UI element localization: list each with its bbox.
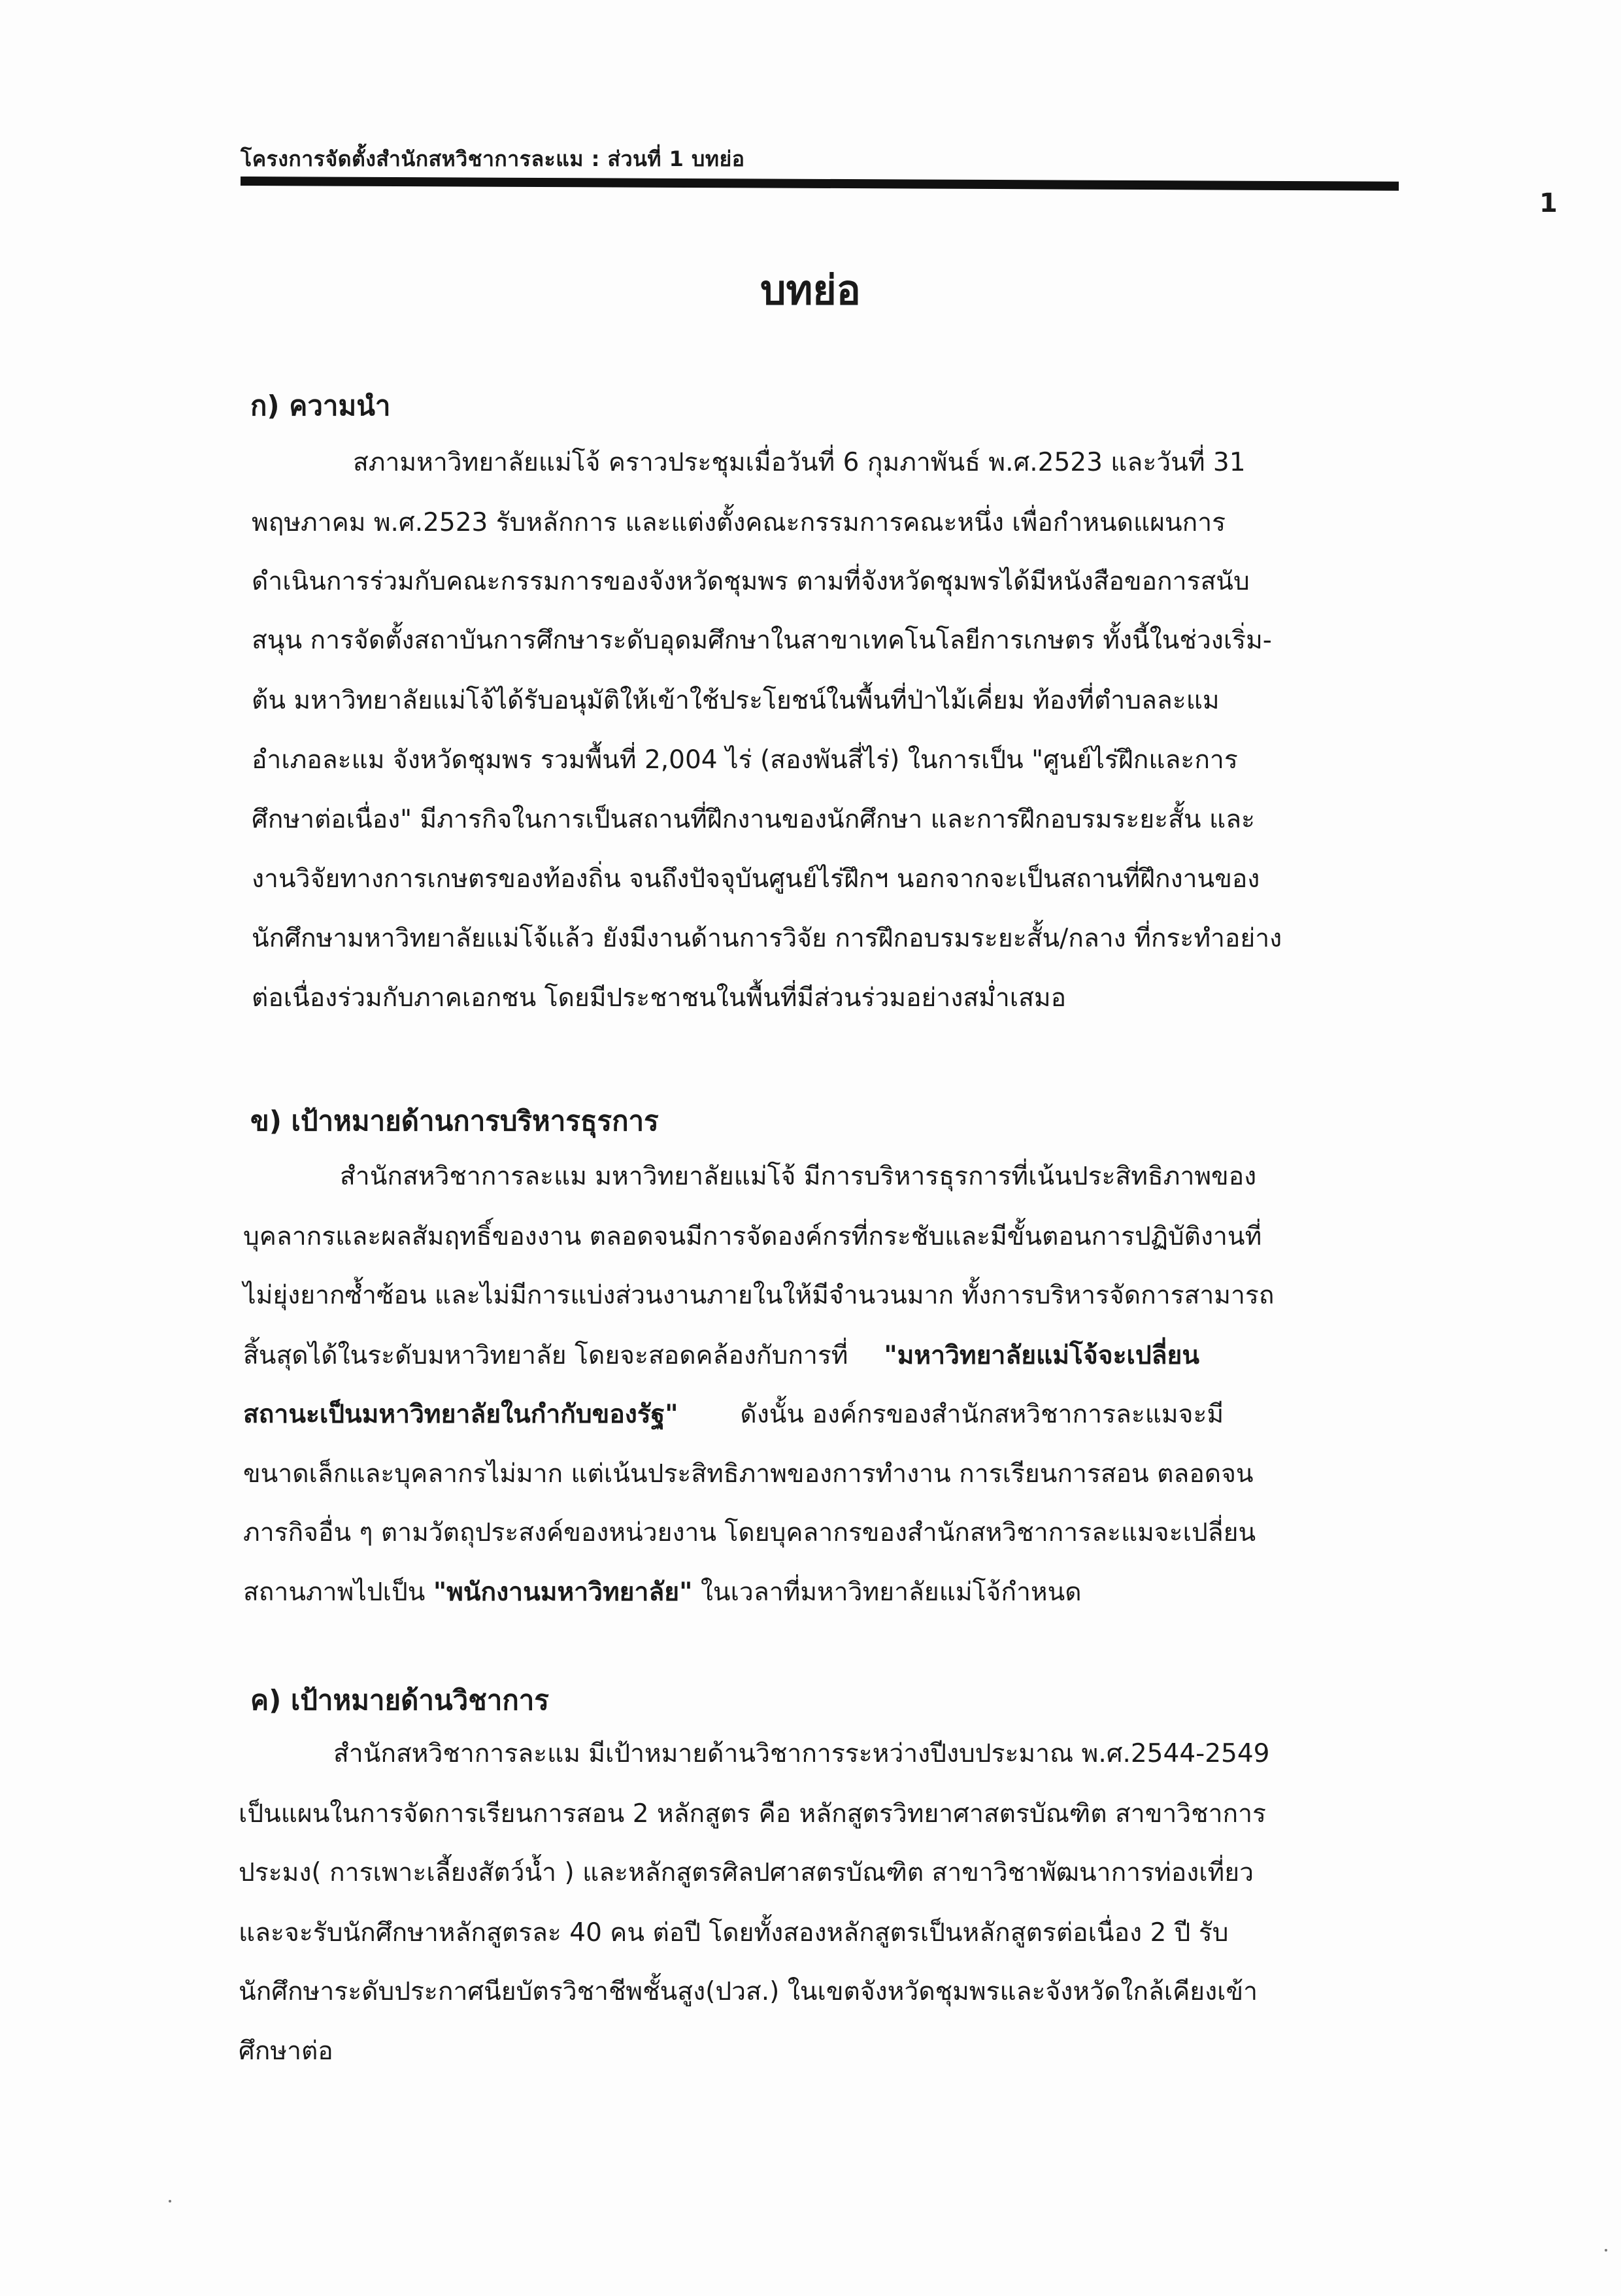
paragraph-line: เป็นแผนในการจัดการเรียนการสอน 2 หลักสูตร คือ หลักสูตรวิทยาศาสตรบัณฑิต สาขาวิชาการ [239,1799,1266,1829]
paragraph-line: ศึกษาต่อ [239,2036,333,2066]
plain-text: สิ้นสุดได้ในระดับมหาวิทยาลัย โดยจะสอดคล้องกับการที่ [243,1341,848,1370]
paragraph-line-with-emphasis [243,1343,1199,1368]
emphasis-text: "มหาวิทยาลัยแม่โจ้จะเปลี่ยน [884,1341,1200,1370]
header-rule [241,177,1399,191]
paragraph-line: พฤษภาคม พ.ศ.2523 รับหลักการ และแต่งตั้งคณะกรรมการคณะหนึ่ง เพื่อกำหนดแผนการ [252,508,1226,537]
paragraph-line: สนุน การจัดตั้งสถาบันการศึกษาระดับอุดมศึกษาในสาขาเทคโนโลยีการเกษตร ทั้งนี้ในช่วงเริ่ม- [252,626,1272,655]
emphasis-text: "พนักงานมหาวิทยาลัย" [433,1578,693,1607]
section-heading-introduction: ก) ความนำ [250,390,391,422]
running-header: โครงการจัดตั้งสำนักสหวิชาการละแม : ส่วนที่ 1 บทย่อ [241,146,745,171]
section-heading-administration: ข) เป้าหมายด้านการบริหารธุรการ [250,1105,659,1137]
paragraph-line: งานวิจัยทางการเกษตรของท้องถิ่น จนถึงปัจจุบันศูนย์ไร่ฝึกฯ นอกจากจะเป็นสถานที่ฝึกงานของ [252,864,1260,894]
paragraph-line-with-emphasis [243,1579,1082,1605]
scan-speck [1605,2249,1607,2252]
emphasis-text: สถานะเป็นมหาวิทยาลัยในกำกับของรัฐ" [243,1400,678,1429]
paragraph-line: ต่อเนื่องร่วมกับภาคเอกชน โดยมีประชาชนในพื้นที่มีส่วนร่วมอย่างสม่ำเสมอ [252,983,1067,1013]
paragraph-line: นักศึกษาระดับประกาศนียบัตรวิชาชีพชั้นสูง(ปวส.) ในเขตจังหวัดชุมพรและจังหวัดใกล้เคียงเข้า [239,1977,1258,2006]
plain-text: ในเวลาที่มหาวิทยาลัยแม่โจ้กำหนด [700,1578,1082,1607]
paragraph-line: ศึกษาต่อเนื่อง" มีภารกิจในการเป็นสถานที่ฝึกงานของนักศึกษา และการฝึกอบรมระยะสั้น และ [252,805,1255,834]
paragraph-line-with-emphasis [243,1402,1224,1427]
paragraph-line: บุคลากรและผลสัมฤทธิ์ของงาน ตลอดจนมีการจัดองค์กรที่กระชับและมีขั้นตอนการปฏิบัติงานที่ [243,1222,1262,1251]
paragraph-line: ขนาดเล็กและบุคลากรไม่มาก แต่เน้นประสิทธิภาพของการทำงาน การเรียนการสอน ตลอดจน [243,1459,1254,1489]
paragraph-line: นักศึกษามหาวิทยาลัยแม่โจ้แล้ว ยังมีงานด้านการวิจัย การฝึกอบรมระยะสั้น/กลาง ที่กระทำอย่าง [252,924,1282,953]
paragraph-line: อำเภอละแม จังหวัดชุมพร รวมพื้นที่ 2,004 ไร่ (สองพันสี่ไร่) ในการเป็น "ศูนย์ไร่ฝึกและการ [252,745,1238,775]
paragraph-line: ภารกิจอื่น ๆ ตามวัตถุประสงค์ของหน่วยงาน โดยบุคลากรของสำนักสหวิชาการละแมจะเปลี่ยน [243,1518,1256,1547]
paragraph-line: ประมง( การเพาะเลี้ยงสัตว์น้ำ ) และหลักสูตรศิลปศาสตรบัณฑิต สาขาวิชาพัฒนาการท่องเที่ยว [239,1858,1254,1887]
paragraph-line: ต้น มหาวิทยาลัยแม่โจ้ได้รับอนุมัติให้เข้าใช้ประโยชน์ในพื้นที่ป่าไม้เคี่ยม ท้องที่ตำบลละแม [252,686,1220,715]
scan-speck [169,2200,171,2203]
paragraph-line: สำนักสหวิชาการละแม มหาวิทยาลัยแม่โจ้ มีการบริหารธุรการที่เน้นประสิทธิภาพของ [340,1162,1257,1191]
paragraph-line: และจะรับนักศึกษาหลักสูตรละ 40 คน ต่อปี โดยทั้งสองหลักสูตรเป็นหลักสูตรต่อเนื่อง 2 ปี รับ [239,1918,1229,1948]
section-heading-academic: ค) เป้าหมายด้านวิชาการ [250,1684,549,1716]
paragraph-line: ไม่ยุ่งยากซ้ำซ้อน และไม่มีการแบ่งส่วนงานภายในให้มีจำนวนมาก ทั้งการบริหารจัดการสามารถ [243,1281,1275,1310]
document-title: บทย่อ [760,266,861,314]
plain-text: ดังนั้น องค์กรของสำนักสหวิชาการละแมจะมี [740,1400,1224,1429]
paragraph-line: ดำเนินการร่วมกับคณะกรรมการของจังหวัดชุมพร ตามที่จังหวัดชุมพรได้มีหนังสือขอการสนับ [252,567,1250,596]
page-number: 1 [1539,188,1558,218]
paragraph-line: สภามหาวิทยาลัยแม่โจ้ คราวประชุมเมื่อวันที่ 6 กุมภาพันธ์ พ.ศ.2523 และวันที่ 31 [353,448,1246,477]
plain-text: สถานภาพไปเป็น [243,1578,426,1607]
paragraph-line: สำนักสหวิชาการละแม มีเป้าหมายด้านวิชาการระหว่างปีงบประมาณ พ.ศ.2544-2549 [333,1739,1270,1768]
